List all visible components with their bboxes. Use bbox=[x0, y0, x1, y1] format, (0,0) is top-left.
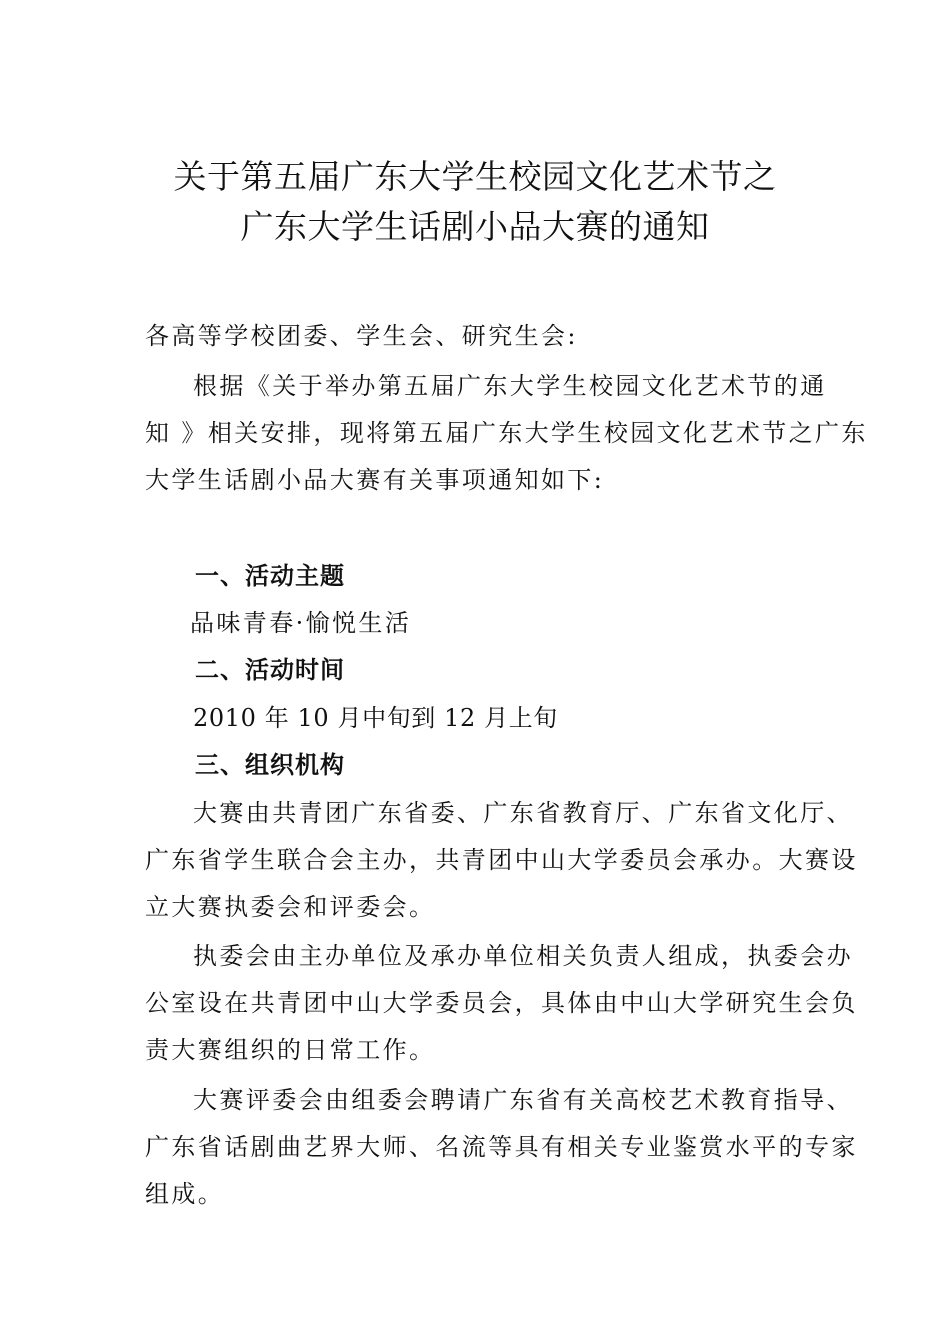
section-3-para-2-line-1: 执委会由主办单位及承办单位相关负责人组成，执委会办 bbox=[193, 942, 853, 970]
section-3-heading: 三、组织机构 bbox=[195, 751, 345, 779]
section-2-content: 2010 年 10 月中旬到 12 月上旬 bbox=[193, 704, 558, 732]
section-3-para-3-line-2: 广东省话剧曲艺界大师、名流等具有相关专业鉴赏水平的专家 bbox=[145, 1133, 858, 1161]
intro-line-1: 根据《关于举办第五届广东大学生校园文化艺术节的通 bbox=[193, 372, 827, 400]
section-3-para-1-line-3: 立大赛执委会和评委会。 bbox=[145, 893, 436, 921]
section-3-para-3-line-3: 组成。 bbox=[145, 1180, 225, 1208]
section-3-para-1-line-2: 广东省学生联合会主办，共青团中山大学委员会承办。大赛设 bbox=[145, 846, 858, 874]
salutation: 各高等学校团委、学生会、研究生会: bbox=[145, 322, 578, 350]
section-3-para-2-line-3: 责大赛组织的日常工作。 bbox=[145, 1036, 436, 1064]
section-2-heading: 二、活动时间 bbox=[195, 656, 345, 684]
document-title-line-2: 广东大学生话剧小品大赛的通知 bbox=[240, 207, 710, 246]
section-3-para-1-line-1: 大赛由共青团广东省委、广东省教育厅、广东省文化厅、 bbox=[193, 799, 853, 827]
section-1-heading: 一、活动主题 bbox=[195, 562, 345, 590]
section-3-para-3-line-1: 大赛评委会由组委会聘请广东省有关高校艺术教育指导、 bbox=[193, 1086, 853, 1114]
intro-line-2: 知 》相关安排，现将第五届广东大学生校园文化艺术节之广东 bbox=[145, 419, 868, 447]
section-3-para-2-line-2: 公室设在共青团中山大学委员会，具体由中山大学研究生会负 bbox=[145, 989, 858, 1017]
document-title-line-1: 关于第五届广东大学生校园文化艺术节之 bbox=[173, 157, 777, 196]
section-1-content: 品味青春·愉悦生活 bbox=[190, 609, 412, 637]
intro-line-3: 大学生话剧小品大赛有关事项通知如下: bbox=[145, 466, 605, 494]
